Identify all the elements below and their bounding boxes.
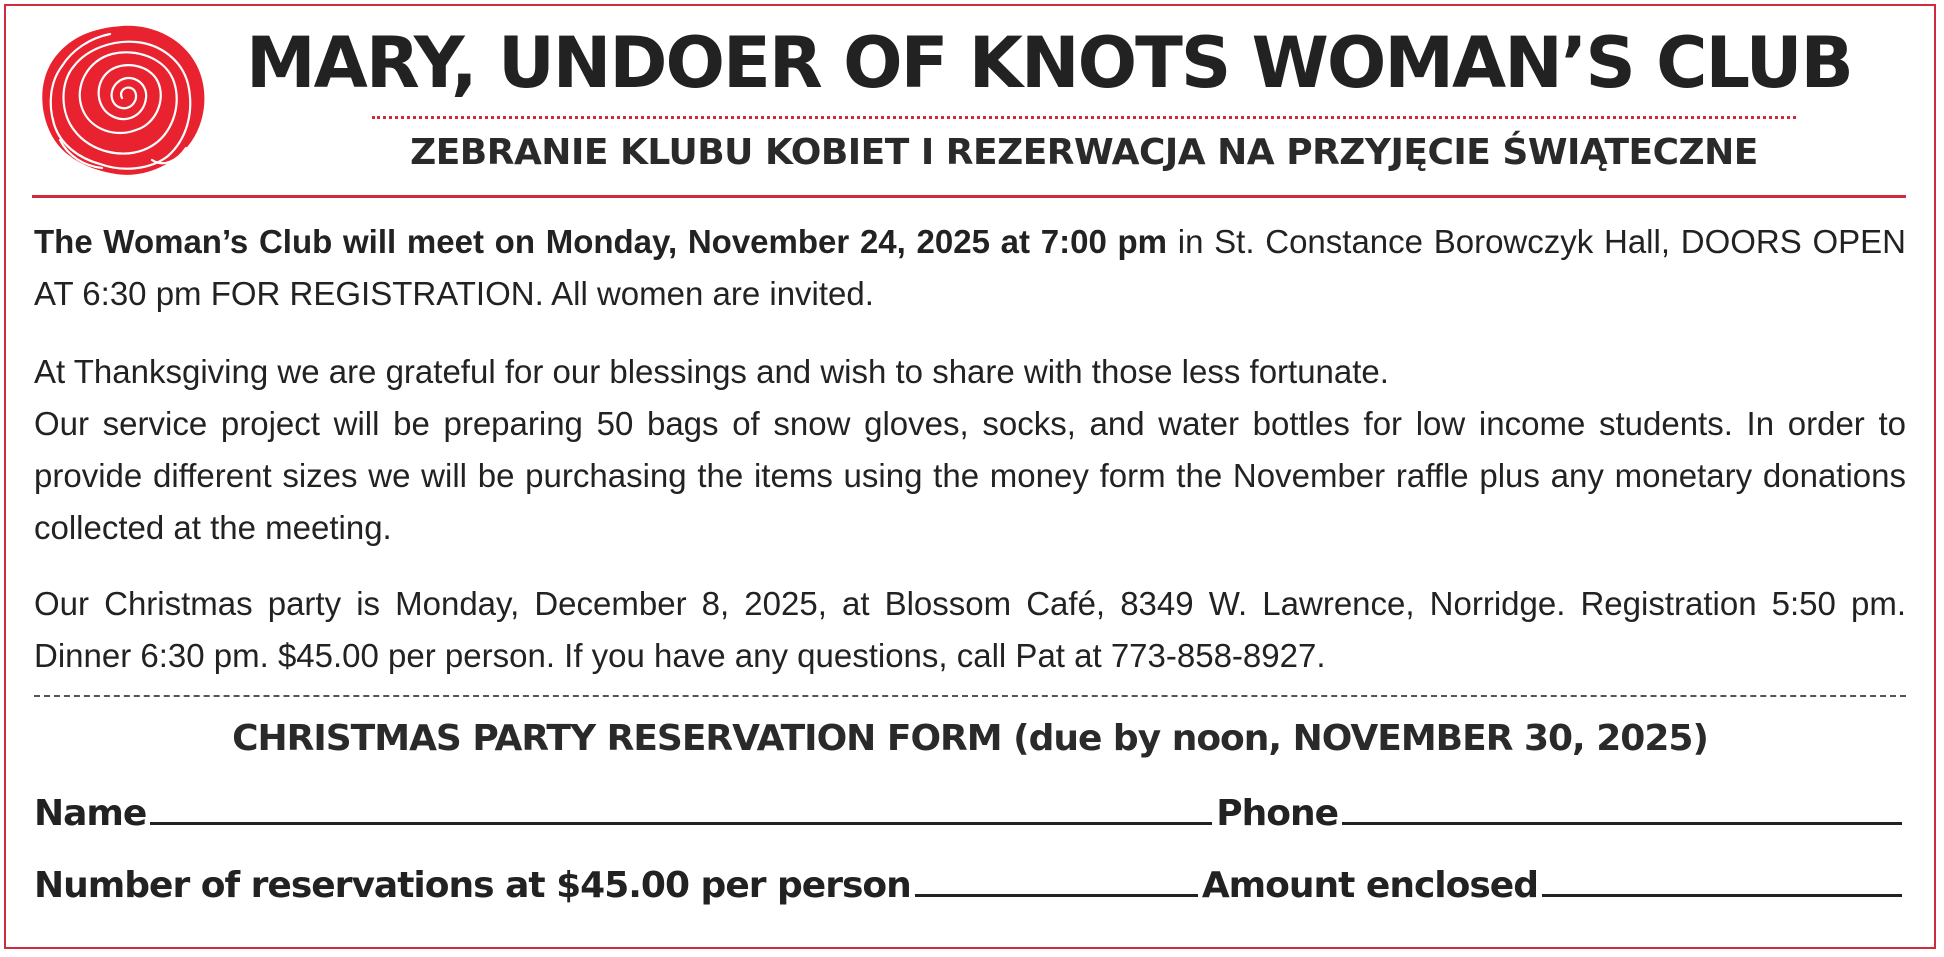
- header-divider: [32, 195, 1906, 198]
- meeting-location: in St. Constance Borowczyk Hall, DOORS OPEN AT 6:30 pm FOR REGISTRATION. All women are invited.: [34, 223, 1906, 312]
- christmas-party-paragraph: Our Christmas party is Monday, December 8, 2025, at Blossom Café, 8349 W. Lawrence, Norridge. Registration 5:50 pm. Dinner 6:30 pm. $45.00 per person. If you have any questions, call Pat at 773-858-8927.: [34, 585, 1906, 674]
- cut-line: [34, 695, 1906, 697]
- form-row-name-phone: [34, 792, 1906, 834]
- name-label: Name: [34, 793, 147, 834]
- phone-label: Phone: [1216, 793, 1338, 834]
- amount-label: Amount enclosed: [1201, 865, 1538, 906]
- reservations-label: Number of reservations at $45.00 per person: [34, 865, 911, 906]
- name-field[interactable]: [150, 792, 1212, 825]
- phone-field[interactable]: [1342, 792, 1902, 825]
- meeting-paragraph: [34, 216, 1906, 320]
- service-project-paragraph: [34, 346, 1906, 554]
- reservations-field[interactable]: [915, 864, 1198, 897]
- amount-field[interactable]: [1542, 864, 1902, 897]
- thanksgiving-line: At Thanksgiving we are grateful for our blessings and wish to share with those less fortunate.: [34, 353, 1389, 390]
- service-project-text: Our service project will be preparing 50 bags of snow gloves, socks, and water bottles for low income students. In order to provide different sizes we will be purchasing the items using the money form the November raffle plus any monetary donations collected at the meeting.: [34, 405, 1906, 546]
- title-divider: [372, 116, 1796, 119]
- club-subtitle: ZEBRANIE KLUBU KOBIET I REZERWACJA NA PRZYJĘCIE ŚWIĄTECZNE: [410, 132, 1758, 173]
- club-title: MARY, UNDOER OF KNOTS WOMAN’S CLUB: [246, 22, 1852, 104]
- meeting-details: The Woman’s Club will meet on Monday, November 24, 2025 at 7:00 pm: [34, 223, 1168, 260]
- red-rose-icon: [32, 20, 212, 180]
- form-row-reservations: [34, 864, 1906, 906]
- reservation-form-title: CHRISTMAS PARTY RESERVATION FORM (due by noon, NOVEMBER 30, 2025): [232, 718, 1708, 759]
